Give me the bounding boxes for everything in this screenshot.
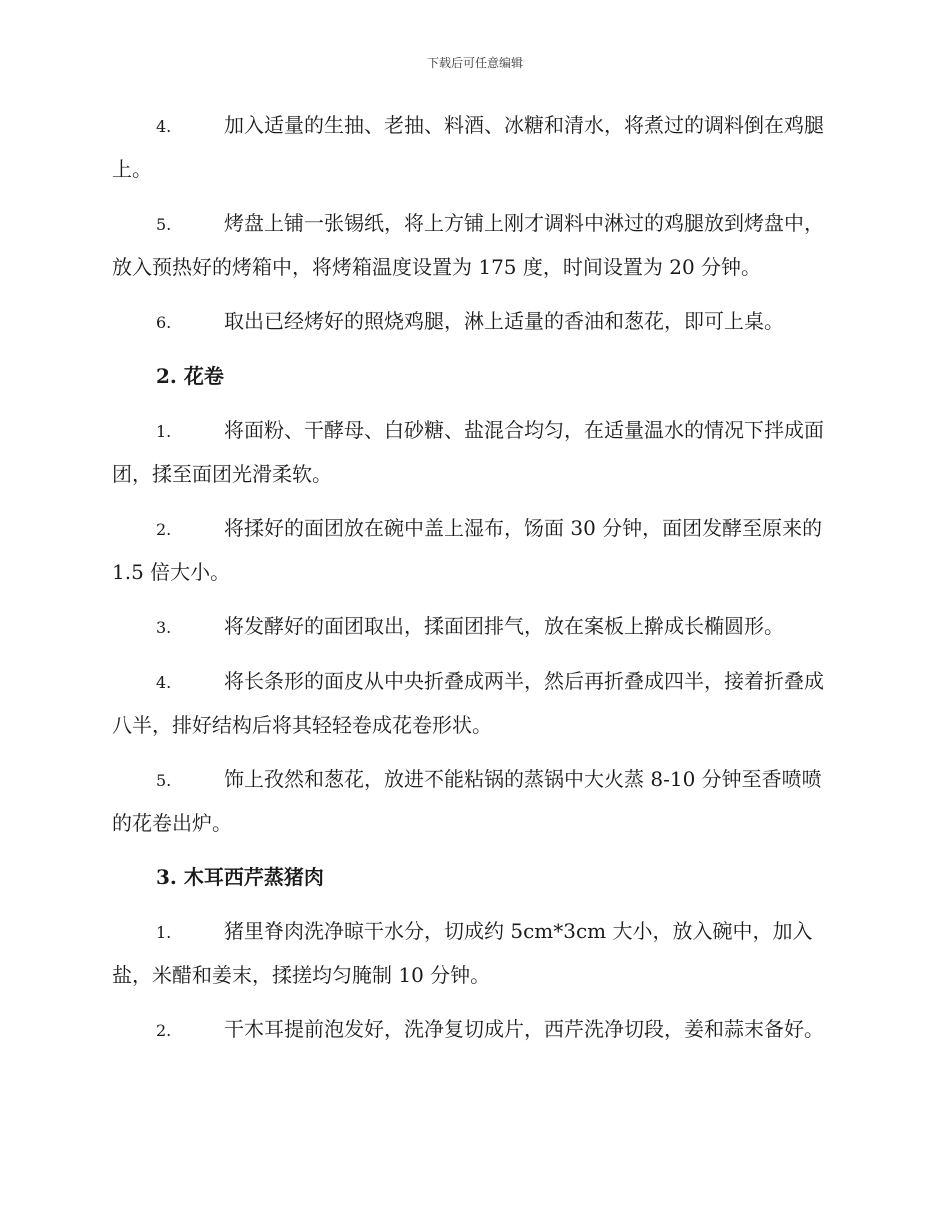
list-item	[112, 202, 836, 289]
item-number: 6.	[156, 313, 172, 332]
item-number: 2.	[156, 520, 172, 539]
item-number: 5.	[156, 215, 172, 234]
list-item	[112, 660, 836, 747]
list-item	[112, 300, 836, 344]
section-heading: 2. 花卷	[156, 364, 224, 388]
item-text: 加入适量的生抽、老抽、料酒、冰糖和清水，将煮过的调料倒在鸡腿上。	[112, 113, 824, 181]
item-number: 2.	[156, 1021, 172, 1040]
item-text: 将发酵好的面团取出，揉面团排气，放在案板上擀成长椭圆形。	[224, 614, 784, 638]
item-text: 将揉好的面团放在碗中盖上湿布，饧面 30 分钟，面团发酵至原来的 1.5 倍大小。	[112, 516, 823, 584]
list-item	[112, 758, 836, 845]
item-text: 饰上孜然和葱花，放进不能粘锅的蒸锅中大火蒸 8-10 分钟至香喷喷的花卷出炉。	[112, 767, 822, 835]
item-number: 4.	[156, 673, 172, 692]
item-number: 3.	[156, 618, 172, 637]
item-text: 干木耳提前泡发好，洗净复切成片，西芹洗净切段，姜和蒜末备好。	[224, 1017, 824, 1041]
section-heading: 3. 木耳西芹蒸猪肉	[156, 865, 324, 889]
item-number: 1.	[156, 422, 172, 441]
list-item	[112, 507, 836, 594]
item-text: 将面粉、干酵母、白砂糖、盐混合均匀，在适量温水的情况下拌成面团，揉至面团光滑柔软。	[112, 418, 824, 486]
item-number: 5.	[156, 771, 172, 790]
list-item	[112, 910, 836, 997]
item-number: 1.	[156, 923, 172, 942]
list-item	[112, 1008, 836, 1052]
page-header: 下载后可任意编辑	[426, 56, 523, 70]
document-body	[112, 104, 836, 1063]
item-text: 将长条形的面皮从中央折叠成两半，然后再折叠成四半，接着折叠成八半，排好结构后将其轻轻卷成花卷形状。	[112, 669, 824, 737]
item-text: 猪里脊肉洗净晾干水分，切成约 5cm*3cm 大小，放入碗中，加入盐，米醋和姜末，揉搓均匀腌制 10 分钟。	[112, 919, 813, 987]
list-item	[112, 409, 836, 496]
item-text: 烤盘上铺一张锡纸，将上方铺上刚才调料中淋过的鸡腿放到烤盘中，放入预热好的烤箱中，将烤箱温度设置为 175 度，时间设置为 20 分钟。	[112, 211, 824, 279]
list-item	[112, 605, 836, 649]
item-text: 取出已经烤好的照烧鸡腿，淋上适量的香油和葱花，即可上桌。	[224, 309, 784, 333]
item-number: 4.	[156, 117, 172, 136]
list-item	[112, 104, 836, 191]
